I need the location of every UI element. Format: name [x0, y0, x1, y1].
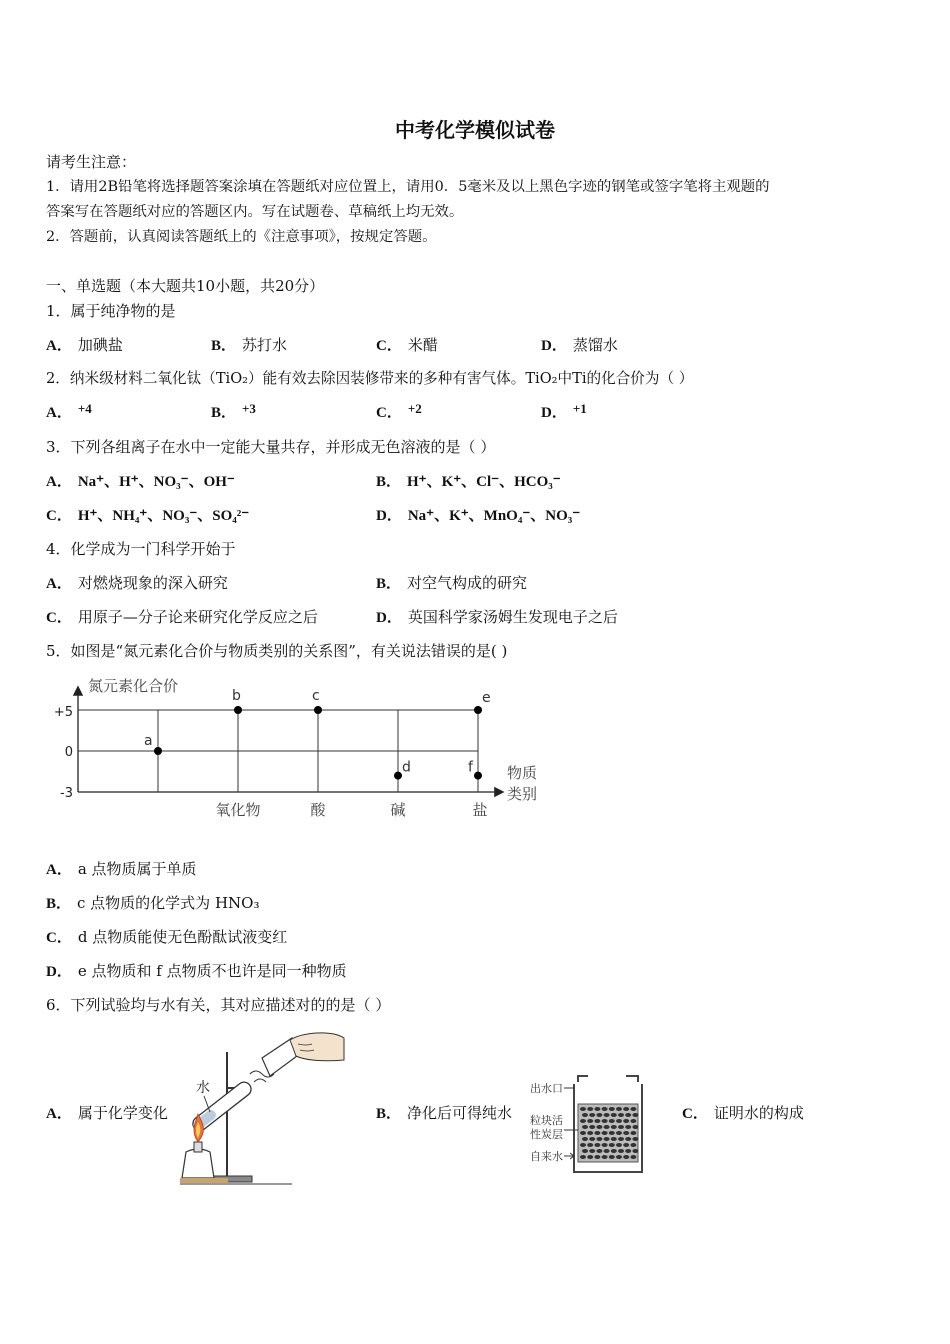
section-heading: 一、单选题（本大题共10小题，共20分）	[46, 277, 325, 295]
option-text: 苏打水	[242, 336, 288, 354]
option-letter: A．	[46, 862, 72, 878]
option-text: 证明水的构成	[713, 1104, 804, 1122]
chart-point-label-c: c	[312, 688, 320, 704]
chart-point-d	[394, 772, 402, 780]
q1-option-c[interactable]	[376, 335, 438, 356]
page-title: 中考化学模似试卷	[395, 118, 555, 142]
question-3-stem: 3．下列各组离子在水中一定能大量共存，并形成无色溶液的是（ ）	[46, 438, 496, 456]
option-letter: C．	[682, 1106, 708, 1122]
notice-line-3: 2．答题前，认真阅读答题纸上的《注意事项》，按规定答题。	[46, 229, 437, 245]
option-text: 英国科学家汤姆生发现电子之后	[407, 608, 618, 626]
q1-option-a[interactable]	[46, 335, 123, 356]
option-letter: D．	[376, 610, 402, 626]
option-letter: B．	[376, 474, 402, 490]
chart-point-b	[234, 706, 242, 714]
option-text: H⁺、K⁺、Cl⁻、HCO₃⁻	[407, 474, 561, 490]
q5-option-b[interactable]	[46, 893, 259, 914]
option-text: H⁺、NH₄⁺、NO₃⁻、SO₄²⁻	[77, 508, 250, 524]
x-category-salt: 盐	[472, 801, 488, 819]
q6-option-a[interactable]	[46, 1103, 168, 1124]
option-letter: A．	[46, 474, 72, 490]
q3-option-b[interactable]	[376, 471, 561, 492]
option-letter: B．	[376, 576, 402, 592]
q3-option-c[interactable]	[46, 505, 249, 526]
q4-option-b[interactable]	[376, 573, 527, 594]
option-letter: D．	[376, 508, 402, 524]
option-text: 蒸馏水	[572, 336, 618, 354]
option-text: 加碘盐	[77, 336, 123, 354]
heating-water-apparatus-figure	[172, 1026, 352, 1186]
figure-b-carbon-label-2: 性炭层	[530, 1128, 563, 1141]
option-text: Na⁺、K⁺、MnO₄⁻、NO₃⁻	[407, 508, 581, 524]
option-text: a 点物质属于单质	[77, 860, 197, 878]
x-category-base: 碱	[390, 801, 406, 819]
option-text: +3	[242, 401, 256, 416]
option-text: 对燃烧现象的深入研究	[77, 574, 228, 592]
option-letter: B．	[211, 405, 237, 421]
figure-b-outlet-label: 出水口	[530, 1082, 563, 1095]
option-letter: D．	[541, 405, 567, 421]
option-text: c 点物质的化学式为 HNO₃	[77, 894, 260, 912]
option-letter: C．	[376, 405, 402, 421]
nitrogen-valence-chart	[40, 668, 560, 828]
option-letter: C．	[46, 508, 72, 524]
q2-option-c[interactable]	[376, 402, 422, 423]
figure-a-water-label: 水	[196, 1080, 210, 1096]
option-letter: B．	[46, 896, 72, 912]
question-4-stem: 4．化学成为一门科学开始于	[46, 540, 236, 558]
option-letter: A．	[46, 1106, 72, 1122]
chart-point-label-e: e	[482, 690, 491, 706]
option-letter: A．	[46, 405, 72, 421]
y-tick-minus3: -3	[60, 786, 73, 801]
option-letter: A．	[46, 576, 72, 592]
option-text: 对空气构成的研究	[407, 574, 528, 592]
q1-option-d[interactable]	[541, 335, 618, 356]
x-category-acid: 酸	[310, 801, 326, 819]
q3-option-d[interactable]	[376, 505, 580, 526]
option-text: 米醋	[407, 336, 438, 354]
notice-line-1: 1．请用2B铅笔将选择题答案涂填在答题纸对应位置上，请用0．5毫米及以上黑色字迹的钢笔或签字笔将主观题的	[46, 179, 770, 195]
q6-option-b[interactable]	[376, 1103, 512, 1124]
option-text: Na⁺、H⁺、NO₃⁻、OH⁻	[77, 474, 235, 490]
notice-heading: 请考生注意：	[46, 153, 137, 171]
question-6-stem: 6．下列试验均与水有关，其对应描述对的的是（ ）	[46, 996, 391, 1014]
q4-option-d[interactable]	[376, 607, 618, 628]
chart-point-label-a: a	[144, 733, 153, 749]
chart-point-e	[474, 706, 482, 714]
option-letter: B．	[211, 338, 237, 354]
chart-point-label-f: f	[468, 759, 473, 776]
x-category-oxide: 氧化物	[215, 801, 261, 819]
option-text: 净化后可得纯水	[407, 1104, 513, 1122]
q5-option-c[interactable]	[46, 927, 287, 948]
q1-option-b[interactable]	[211, 335, 287, 356]
option-letter: A．	[46, 338, 72, 354]
option-letter: D．	[46, 964, 72, 980]
option-text: 用原子—分子论来研究化学反应之后	[77, 608, 318, 626]
figure-b-carbon-label-1: 粒块活	[530, 1114, 563, 1127]
figure-b-inlet-label: 自来水	[530, 1150, 563, 1163]
option-text: 属于化学变化	[77, 1104, 168, 1122]
y-tick-zero: 0	[64, 745, 73, 760]
option-letter: C．	[46, 610, 72, 626]
chart-point-a	[154, 747, 162, 755]
option-letter: C．	[376, 338, 402, 354]
chart-point-c	[314, 706, 322, 714]
option-letter: B．	[376, 1106, 402, 1122]
q2-option-d[interactable]	[541, 402, 587, 423]
question-1-stem: 1．属于纯净物的是	[46, 302, 176, 320]
y-tick-plus5: +5	[53, 705, 73, 720]
x-axis-label-2: 类别	[507, 785, 538, 803]
option-text: +2	[407, 401, 422, 416]
option-text: +4	[77, 401, 92, 416]
option-text: +1	[572, 401, 587, 416]
q2-option-a[interactable]	[46, 402, 92, 423]
q3-option-a[interactable]	[46, 471, 235, 492]
water-purifier-figure	[528, 1072, 652, 1180]
option-letter: D．	[541, 338, 567, 354]
q4-option-c[interactable]	[46, 607, 318, 628]
question-5-stem: 5．如图是“氮元素化合价与物质类别的关系图”，有关说法错误的是( )	[46, 642, 508, 660]
chart-point-label-b: b	[232, 688, 241, 704]
q6-option-c[interactable]	[682, 1103, 804, 1124]
q2-option-b[interactable]	[211, 402, 256, 423]
y-axis-label: 氮元素化合价	[88, 677, 179, 695]
question-2-stem: 2．纳米级材料二氧化钛（TiO₂）能有效去除因装修带来的多种有害气体。TiO₂中Ti的化合价为（ ）	[46, 370, 694, 387]
notice-line-2: 答案写在答题纸对应的答题区内。写在试题卷、草稿纸上均无效。	[46, 204, 464, 220]
q5-option-a[interactable]	[46, 859, 197, 880]
option-text: d 点物质能使无色酚酞试液变红	[77, 928, 288, 946]
option-letter: C．	[46, 930, 72, 946]
chart-point-f	[474, 772, 482, 780]
q5-option-d[interactable]	[46, 961, 347, 982]
option-text: e 点物质和 f 点物质不也许是同一种物质	[77, 962, 347, 980]
x-axis-label-1: 物质	[507, 764, 538, 782]
q4-option-a[interactable]	[46, 573, 228, 594]
chart-point-label-d: d	[402, 759, 411, 776]
